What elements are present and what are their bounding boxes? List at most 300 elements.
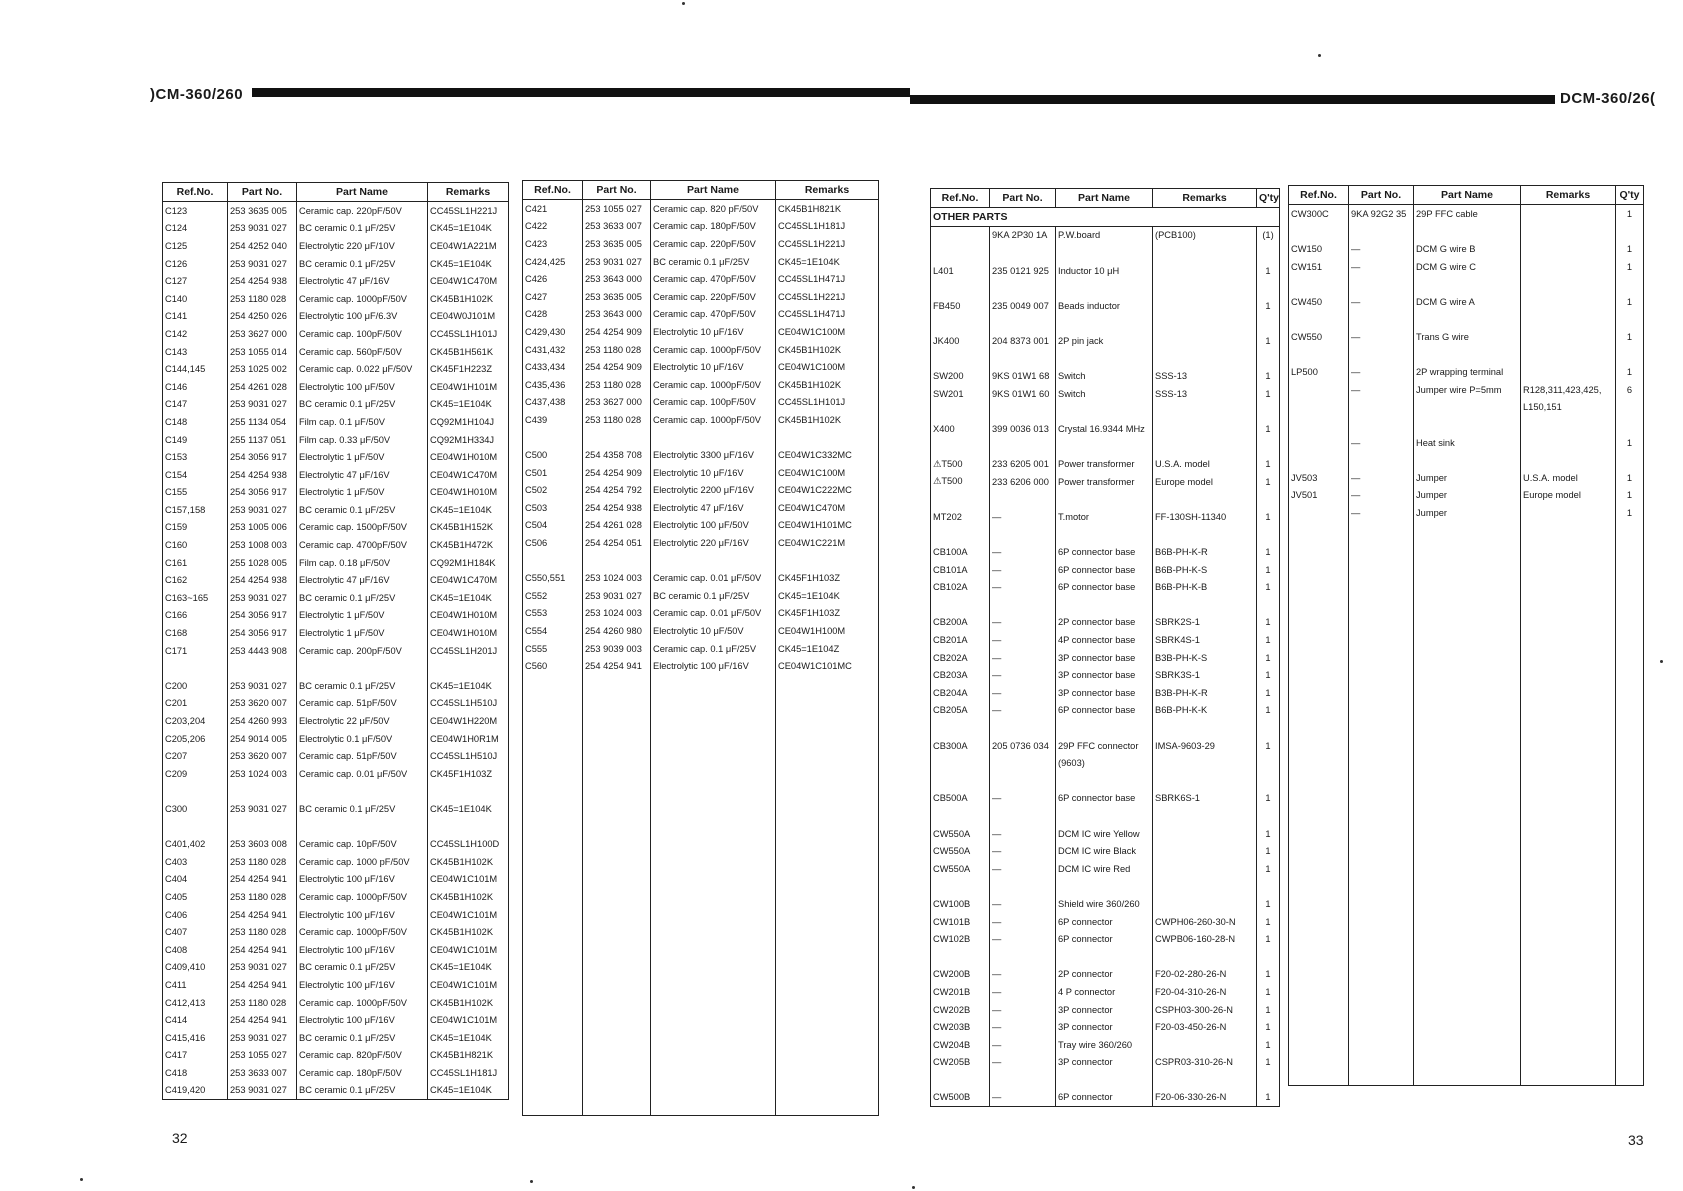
part-name-cell: Electrolytic 100 μF/50V <box>651 517 776 535</box>
part-name-cell: Ceramic cap. 220pF/50V <box>651 288 776 306</box>
table-row <box>163 255 509 273</box>
part-name-cell <box>1414 451 1521 469</box>
col-ref-no: Ref.No. <box>931 189 990 208</box>
part-name-cell: 3P connector <box>1056 1018 1153 1036</box>
remarks-cell: F20-04-310-26-N <box>1153 983 1257 1001</box>
table-row <box>1289 557 1644 575</box>
remarks-cell <box>1521 821 1616 839</box>
table-row <box>931 737 1280 755</box>
remarks-cell <box>1521 275 1616 293</box>
remarks-cell <box>1153 948 1257 966</box>
remarks-cell: CK45=1E104K <box>428 959 509 977</box>
ref-cell: C153 <box>163 448 228 466</box>
table-row <box>523 429 879 447</box>
part-name-cell <box>1414 698 1521 716</box>
ref-cell: C431,432 <box>523 341 583 359</box>
table-row <box>931 1001 1280 1019</box>
remarks-cell: CE04W1A221M <box>428 237 509 255</box>
ref-cell: C200 <box>163 677 228 695</box>
qty-cell: 1 <box>1257 1018 1280 1036</box>
ref-cell: C424,425 <box>523 253 583 271</box>
part-no-cell: — <box>1349 487 1414 505</box>
part-name-cell: Ceramic cap. 1000pF/50V <box>651 411 776 429</box>
table-row <box>931 649 1280 667</box>
part-no-cell <box>990 754 1056 772</box>
part-no-cell: — <box>1349 328 1414 346</box>
ref-cell <box>931 244 990 262</box>
part-name-cell: Electrolytic 47 μF/16V <box>297 571 428 589</box>
remarks-cell <box>1521 205 1616 223</box>
remarks-cell <box>1521 733 1616 751</box>
ref-cell: X400 <box>931 420 990 438</box>
ref-cell <box>931 772 990 790</box>
part-no-cell <box>583 1009 651 1027</box>
table-row <box>931 297 1280 315</box>
table-row <box>931 754 1280 772</box>
remarks-cell <box>1521 328 1616 346</box>
part-no-cell <box>583 552 651 570</box>
remarks-cell <box>776 992 879 1010</box>
qty-cell: 1 <box>1257 1036 1280 1054</box>
part-no-cell <box>1349 662 1414 680</box>
part-name-cell: Electrolytic 1 μF/50V <box>297 607 428 625</box>
remarks-cell <box>1153 895 1257 913</box>
part-no-cell <box>583 745 651 763</box>
remarks-cell: SBRK6S-1 <box>1153 790 1257 808</box>
table-row <box>1289 662 1644 680</box>
parts-table-2 <box>522 180 879 1116</box>
table-row <box>163 554 509 572</box>
part-name-cell: Electrolytic 100 μF/16V <box>297 976 428 994</box>
table-row <box>523 200 879 218</box>
part-no-cell: — <box>990 842 1056 860</box>
ref-cell: C554 <box>523 622 583 640</box>
remarks-cell: CQ92M1H334J <box>428 431 509 449</box>
table-row <box>523 464 879 482</box>
part-no-cell: — <box>1349 504 1414 522</box>
remarks-cell: CC45SL1H510J <box>428 747 509 765</box>
remarks-cell <box>1521 1067 1616 1085</box>
col-qty: Q'ty <box>1257 189 1280 208</box>
part-no-cell: 235 0121 925 <box>990 262 1056 280</box>
part-name-cell: Electrolytic 220 μF/10V <box>297 237 428 255</box>
qty-cell: 1 <box>1257 825 1280 843</box>
remarks-cell <box>776 1009 879 1027</box>
remarks-cell: CK45=1E104K <box>428 1082 509 1100</box>
parts-table-3 <box>930 188 1280 1107</box>
remarks-cell <box>1153 420 1257 438</box>
remarks-cell <box>776 763 879 781</box>
remarks-cell: B6B-PH-K-S <box>1153 561 1257 579</box>
part-no-cell <box>990 526 1056 544</box>
part-name-cell: Ceramic cap. 0.01 μF/50V <box>651 569 776 587</box>
part-no-cell: — <box>990 684 1056 702</box>
part-name-cell <box>1414 733 1521 751</box>
ref-cell <box>931 279 990 297</box>
part-no-cell: 253 3635 005 <box>583 288 651 306</box>
remarks-cell: Europe model <box>1521 487 1616 505</box>
part-name-cell: 29P FFC connector <box>1056 737 1153 755</box>
remarks-cell: CK45=1E104K <box>776 587 879 605</box>
table-row <box>163 695 509 713</box>
part-no-cell: 253 3627 000 <box>228 325 297 343</box>
remarks-cell: CK45B1H102K <box>776 341 879 359</box>
remarks-cell <box>1521 610 1616 628</box>
table-row <box>523 675 879 693</box>
remarks-cell: CK45B1H152K <box>428 519 509 537</box>
table-row <box>1289 715 1644 733</box>
qty-cell: 1 <box>1616 363 1644 381</box>
part-no-cell: 254 4254 938 <box>228 571 297 589</box>
remarks-cell: CE04W1H220M <box>428 712 509 730</box>
part-no-cell: 399 0036 013 <box>990 420 1056 438</box>
part-name-cell: Ceramic cap. 820 pF/50V <box>651 200 776 218</box>
part-no-cell: 253 9031 027 <box>228 677 297 695</box>
part-name-cell <box>1414 944 1521 962</box>
ref-cell <box>931 526 990 544</box>
part-no-cell: 253 9039 003 <box>583 640 651 658</box>
table-row <box>931 1054 1280 1072</box>
part-name-cell: DCM G wire C <box>1414 258 1521 276</box>
part-name-cell <box>651 992 776 1010</box>
qty-cell <box>1616 856 1644 874</box>
part-name-cell: Ceramic cap. 1000pF/50V <box>297 923 428 941</box>
part-no-cell: 253 9031 027 <box>228 1029 297 1047</box>
table-row <box>1289 856 1644 874</box>
remarks-cell <box>1521 715 1616 733</box>
qty-cell <box>1616 838 1644 856</box>
part-name-cell <box>1414 680 1521 698</box>
part-name-cell: Electrolytic 1 μF/50V <box>297 624 428 642</box>
qty-cell: 1 <box>1257 1001 1280 1019</box>
remarks-cell: CE04W1C101M <box>428 871 509 889</box>
part-name-cell <box>1414 311 1521 329</box>
ref-cell: CW450 <box>1289 293 1349 311</box>
part-name-cell: BC ceramic 0.1 μF/25V <box>297 1082 428 1100</box>
remarks-cell: CK45=1E104K <box>428 255 509 273</box>
part-no-cell: 254 3056 917 <box>228 624 297 642</box>
table-row <box>931 332 1280 350</box>
remarks-cell: CE04W1C101M <box>428 976 509 994</box>
ref-cell <box>931 491 990 509</box>
remarks-cell <box>1521 557 1616 575</box>
remarks-cell: CE04W1H100M <box>776 622 879 640</box>
part-name-cell: 4P connector base <box>1056 631 1153 649</box>
part-no-cell <box>583 869 651 887</box>
remarks-cell: SSS-13 <box>1153 367 1257 385</box>
qty-cell <box>1257 244 1280 262</box>
part-no-cell <box>1349 979 1414 997</box>
part-no-cell: 253 3633 007 <box>583 218 651 236</box>
table-row <box>523 745 879 763</box>
part-name-cell <box>651 1080 776 1098</box>
table-row <box>931 473 1280 491</box>
part-name-cell: Ceramic cap. 0.022 μF/50V <box>297 360 428 378</box>
qty-cell <box>1616 979 1644 997</box>
ref-cell <box>1289 838 1349 856</box>
table-row <box>931 561 1280 579</box>
remarks-cell: CC45SL1H181J <box>776 218 879 236</box>
table-row <box>523 446 879 464</box>
table-row <box>1289 399 1644 417</box>
remarks-cell: IMSA-9603-29 <box>1153 737 1257 755</box>
ref-cell <box>523 710 583 728</box>
table-row <box>523 728 879 746</box>
ref-cell <box>1289 504 1349 522</box>
table-row <box>931 1071 1280 1089</box>
part-name-cell <box>651 833 776 851</box>
part-no-cell: — <box>990 930 1056 948</box>
table-row <box>163 484 509 502</box>
table-row <box>931 385 1280 403</box>
table-row <box>523 886 879 904</box>
col-part-no: Part No. <box>1349 186 1414 205</box>
part-name-cell <box>297 783 428 801</box>
table-row <box>1289 522 1644 540</box>
remarks-cell <box>776 816 879 834</box>
table-row <box>931 614 1280 632</box>
ref-cell: C429,430 <box>523 323 583 341</box>
part-name-cell <box>1414 662 1521 680</box>
remarks-cell <box>1521 750 1616 768</box>
part-no-cell <box>990 878 1056 896</box>
ref-cell: C503 <box>523 499 583 517</box>
remarks-cell <box>1521 891 1616 909</box>
part-name-cell <box>1056 719 1153 737</box>
ref-cell: C166 <box>163 607 228 625</box>
part-no-cell: 254 4254 792 <box>583 482 651 500</box>
part-no-cell: — <box>1349 469 1414 487</box>
ref-cell <box>523 728 583 746</box>
qty-cell <box>1616 733 1644 751</box>
part-name-cell: Electrolytic 47 μF/16V <box>297 466 428 484</box>
ref-cell <box>1289 944 1349 962</box>
ref-cell: CB201A <box>931 631 990 649</box>
ref-cell: C560 <box>523 657 583 675</box>
part-name-cell: Crystal 16.9344 MHz <box>1056 420 1153 438</box>
part-no-cell <box>583 1080 651 1098</box>
remarks-cell <box>776 957 879 975</box>
part-no-cell <box>583 728 651 746</box>
remarks-cell <box>1521 803 1616 821</box>
part-name-cell <box>1414 821 1521 839</box>
ref-cell: C143 <box>163 343 228 361</box>
table-row <box>163 343 509 361</box>
table-row <box>1289 240 1644 258</box>
table-row <box>1289 487 1644 505</box>
table-row <box>1289 381 1644 399</box>
scan-speck <box>80 1178 83 1181</box>
remarks-cell: F20-06-330-26-N <box>1153 1089 1257 1107</box>
table-row <box>1289 539 1644 557</box>
remarks-cell: CC45SL1H101J <box>428 325 509 343</box>
part-no-cell: 253 1024 003 <box>583 569 651 587</box>
part-no-cell: 9KA 92G2 35 <box>1349 205 1414 223</box>
table-row <box>1289 1014 1644 1032</box>
qty-cell <box>1257 403 1280 421</box>
qty-cell <box>1257 948 1280 966</box>
table-row <box>931 825 1280 843</box>
remarks-cell: CE04W1C222MC <box>776 482 879 500</box>
table-row <box>523 569 879 587</box>
table-row <box>523 921 879 939</box>
table-row <box>931 367 1280 385</box>
qty-cell <box>1616 926 1644 944</box>
part-no-cell <box>1349 680 1414 698</box>
remarks-cell <box>1521 768 1616 786</box>
remarks-cell <box>1153 350 1257 368</box>
ref-cell: C207 <box>163 747 228 765</box>
qty-cell <box>1616 539 1644 557</box>
ref-cell <box>163 659 228 677</box>
ref-cell <box>1289 750 1349 768</box>
part-no-cell: — <box>990 913 1056 931</box>
remarks-cell: CE04W1C100M <box>776 464 879 482</box>
remarks-cell <box>1153 596 1257 614</box>
part-name-cell <box>1414 786 1521 804</box>
col-ref-no: Ref.No. <box>163 183 228 202</box>
table-row <box>1289 909 1644 927</box>
part-no-cell <box>1349 1032 1414 1050</box>
ref-cell <box>163 783 228 801</box>
part-name-cell: Electrolytic 100 μF/16V <box>297 906 428 924</box>
remarks-cell <box>1153 279 1257 297</box>
qty-cell <box>1616 962 1644 980</box>
table-row <box>1289 469 1644 487</box>
ref-cell <box>1289 1014 1349 1032</box>
part-no-cell <box>1349 592 1414 610</box>
remarks-cell <box>776 1062 879 1080</box>
ref-cell: C149 <box>163 431 228 449</box>
table-row <box>163 835 509 853</box>
remarks-cell <box>776 710 879 728</box>
part-name-cell: 6P connector base <box>1056 790 1153 808</box>
remarks-cell: SBRK2S-1 <box>1153 614 1257 632</box>
ref-cell: C506 <box>523 534 583 552</box>
ref-cell: C552 <box>523 587 583 605</box>
ref-cell <box>1289 539 1349 557</box>
qty-cell <box>1616 346 1644 364</box>
table-row <box>1289 223 1644 241</box>
ref-cell: C437,438 <box>523 394 583 412</box>
part-no-cell: 254 4254 938 <box>228 466 297 484</box>
table-row <box>1289 750 1644 768</box>
ref-cell <box>523 1062 583 1080</box>
part-no-cell: 9KS 01W1 60 <box>990 385 1056 403</box>
remarks-cell: CC45SL1H221J <box>776 288 879 306</box>
remarks-cell: CK45B1H821K <box>428 1047 509 1065</box>
part-name-cell: Ceramic cap. 0.1 μF/25V <box>651 640 776 658</box>
remarks-cell: CE04W1H0R1M <box>428 730 509 748</box>
remarks-cell: CK45B1H821K <box>776 200 879 218</box>
part-no-cell: 254 4254 941 <box>583 657 651 675</box>
part-name-cell: Film cap. 0.1 μF/50V <box>297 413 428 431</box>
remarks-cell <box>1521 1032 1616 1050</box>
qty-cell: 1 <box>1616 205 1644 223</box>
remarks-cell <box>1153 491 1257 509</box>
col-remarks: Remarks <box>1153 189 1257 208</box>
table-row <box>523 1080 879 1098</box>
qty-cell: 1 <box>1257 508 1280 526</box>
ref-cell: CB203A <box>931 666 990 684</box>
part-no-cell <box>1349 856 1414 874</box>
ref-cell: CW100B <box>931 895 990 913</box>
remarks-cell <box>1153 332 1257 350</box>
part-no-cell <box>1349 275 1414 293</box>
ref-cell <box>931 315 990 333</box>
table-row <box>931 930 1280 948</box>
col-part-name: Part Name <box>297 183 428 202</box>
remarks-cell <box>428 659 509 677</box>
part-name-cell: BC ceramic 0.1 μF/25V <box>651 253 776 271</box>
remarks-cell <box>1521 1014 1616 1032</box>
ref-cell <box>1289 1050 1349 1068</box>
table-row <box>931 596 1280 614</box>
qty-cell: 1 <box>1257 860 1280 878</box>
ref-cell: C159 <box>163 519 228 537</box>
remarks-cell: CE04W1C221M <box>776 534 879 552</box>
ref-cell: C126 <box>163 255 228 273</box>
part-name-cell <box>1414 539 1521 557</box>
table-row <box>163 1011 509 1029</box>
ref-cell: C414 <box>163 1011 228 1029</box>
part-name-cell: 3P connector <box>1056 1001 1153 1019</box>
table-row <box>931 842 1280 860</box>
part-no-cell: 254 4250 026 <box>228 308 297 326</box>
table-row <box>163 642 509 660</box>
part-name-cell: 4 P connector <box>1056 983 1153 1001</box>
ref-cell: MT202 <box>931 508 990 526</box>
part-no-cell: — <box>1349 363 1414 381</box>
ref-cell <box>523 552 583 570</box>
qty-cell: 1 <box>1257 966 1280 984</box>
qty-cell <box>1616 275 1644 293</box>
table-row <box>523 710 879 728</box>
ref-cell <box>1289 645 1349 663</box>
ref-cell: C161 <box>163 554 228 572</box>
scan-speck <box>1318 54 1321 57</box>
table-row <box>1289 1032 1644 1050</box>
ref-cell <box>523 957 583 975</box>
part-no-cell: 254 3056 917 <box>228 607 297 625</box>
remarks-cell <box>1153 297 1257 315</box>
remarks-cell: CK45=1E104K <box>428 677 509 695</box>
part-name-cell <box>297 818 428 836</box>
table-row <box>163 853 509 871</box>
ref-cell <box>931 754 990 772</box>
part-no-cell: 255 1028 005 <box>228 554 297 572</box>
part-name-cell: Shield wire 360/260 <box>1056 895 1153 913</box>
part-no-cell <box>990 948 1056 966</box>
part-no-cell: — <box>990 1001 1056 1019</box>
part-no-cell: 254 4260 980 <box>583 622 651 640</box>
ref-cell: C550,551 <box>523 569 583 587</box>
table-row <box>1289 574 1644 592</box>
part-name-cell: 3P connector base <box>1056 649 1153 667</box>
right-header-rule <box>910 95 1555 104</box>
scan-speck <box>530 1180 533 1183</box>
table-row <box>1289 275 1644 293</box>
table-row <box>523 781 879 799</box>
remarks-cell <box>776 1080 879 1098</box>
ref-cell: C127 <box>163 272 228 290</box>
remarks-cell: CE04W1C101MC <box>776 657 879 675</box>
part-name-cell <box>651 1097 776 1115</box>
part-name-cell <box>651 710 776 728</box>
part-no-cell <box>583 851 651 869</box>
part-no-cell <box>1349 451 1414 469</box>
part-name-cell: 29P FFC cable <box>1414 205 1521 223</box>
